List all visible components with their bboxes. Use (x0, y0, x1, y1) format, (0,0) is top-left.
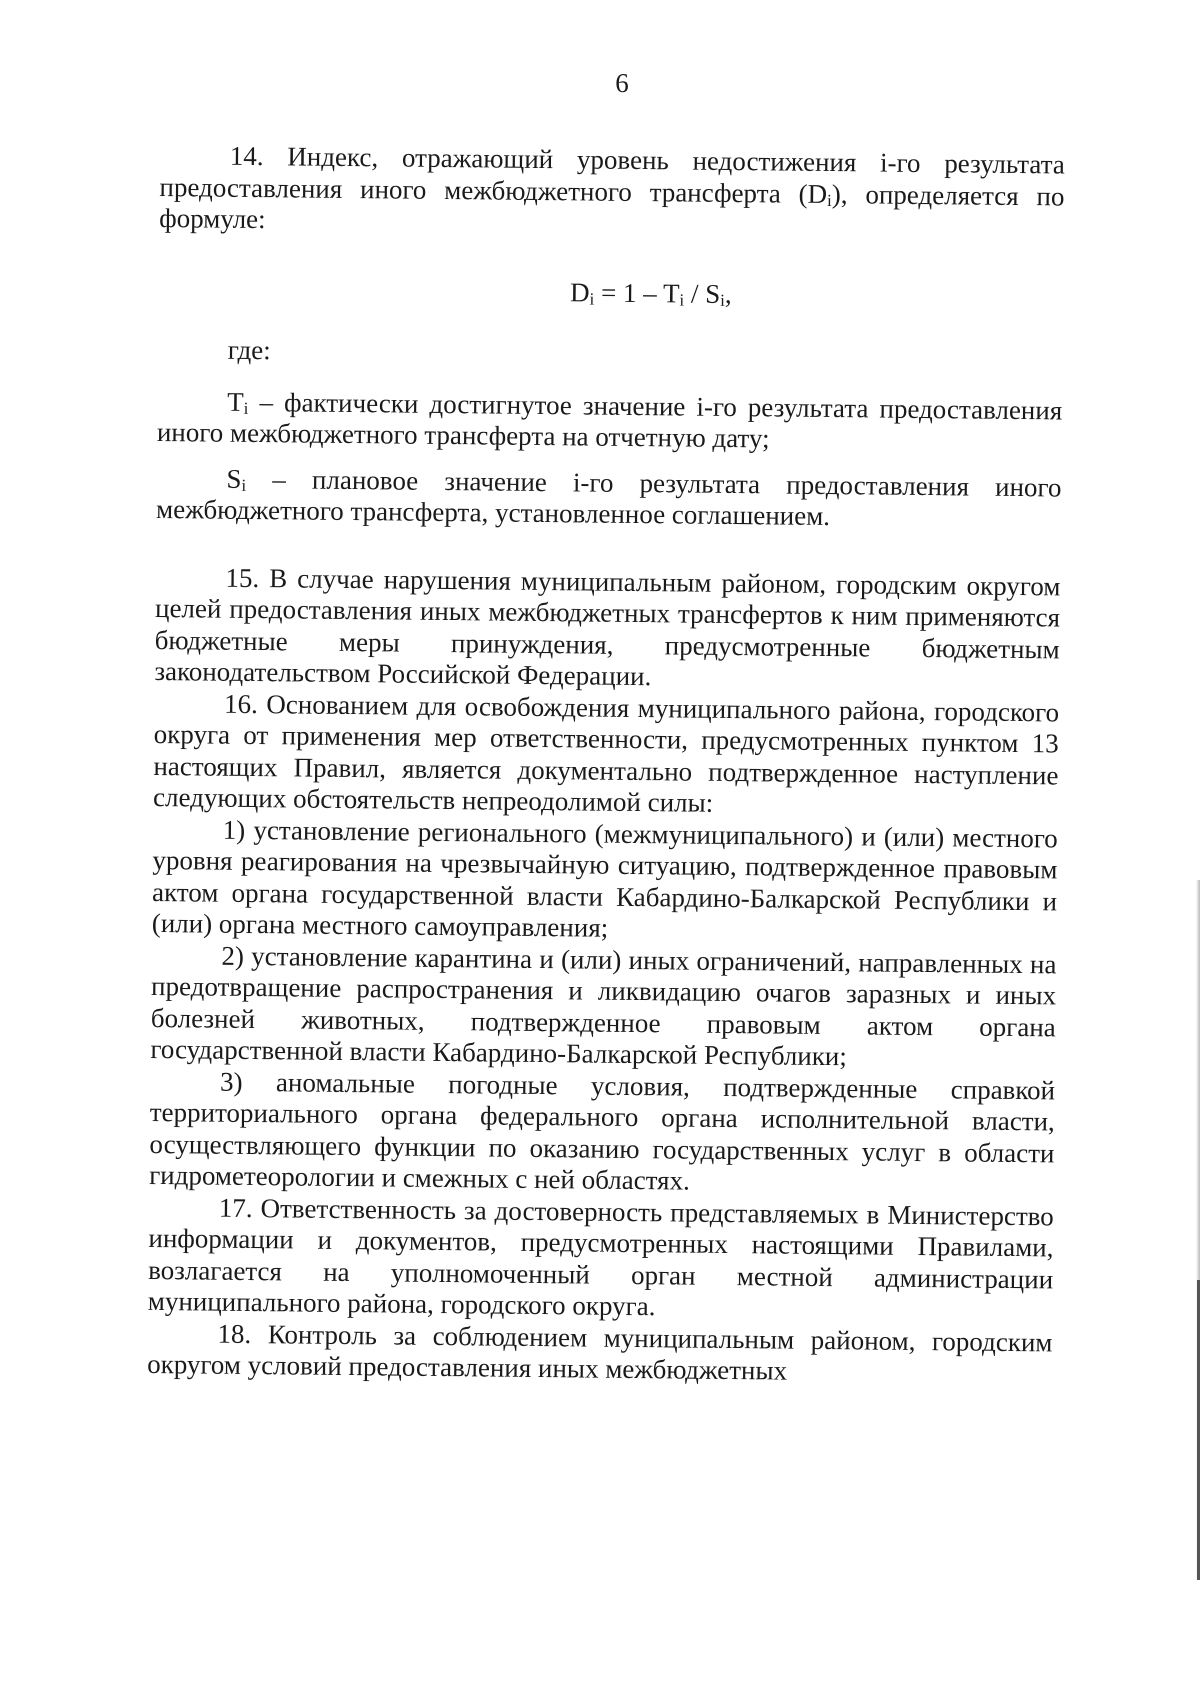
formula (238, 273, 1063, 313)
where-label: где: (227, 334, 271, 366)
paragraph-16-item-3: 3) аномальные погодные условия, подтвержденные справкой территориального органа федерального органа исполнительной власти, осуществляющего функции по оказанию государственных услуг в области гидрометеорологии и смежных с ней областях. (149, 1066, 1056, 1196)
document-body (147, 140, 1065, 1390)
paragraph-16-item-2: 2) установление карантина и (или) иных ограничений, направленных на предотвращение распространения и ликвидацию очагов заразных и иных болезней животных, подтвержденное правовым актом органа государственной власти Кабардино-Балкарской Республики; (150, 940, 1057, 1072)
paragraph-14-subscript: i (826, 190, 832, 210)
paragraph-16: 16. Основанием для освобождения муниципального района, городского округа от применения мер ответственности, предусмотренных пунктом 13 настоящих Правил, является документально подтвержденное наступление следующих обстоятельств непреодолимой силы: (152, 688, 1060, 818)
definition-t-text: – фактически достигнутое значение i-го результата предоставления иного межбюджетного трансферта на отчетную дату; (156, 386, 1063, 454)
definition-t-subscript: i (243, 398, 249, 418)
definition-s-text: – плановое значение i-го результата предоставления иного межбюджетного трансферта, установленное соглашением. (155, 463, 1062, 532)
paragraph-14 (159, 140, 1065, 244)
formula-slash: / S (684, 277, 721, 309)
paragraph-17: 17. Ответственность за достоверность представляемых в Министерство информации и документов, предусмотренных настоящими Правилами, возлагается на уполномоченный орган местной администрации муниципального района, городского округа. (147, 1192, 1054, 1322)
definition-s (156, 462, 1062, 534)
page-number: 6 (615, 68, 629, 98)
formula-end: , (724, 278, 732, 309)
formula-t-subscript: i (679, 289, 685, 309)
paragraph-14-text: 14. Индекс, отражающий уровень недостижения i-го результата предоставления иного межбюджетного трансферта (D (159, 140, 1065, 209)
formula-d: D (569, 276, 590, 308)
formula-s-subscript: i (720, 290, 726, 310)
formula-d-subscript: i (589, 289, 595, 309)
paragraph-15: 15. В случае нарушения муниципальным районом, городским округом целей предоставления иных межбюджетных трансфертов к ним применяются бюджетные меры принуждения, предусмотренные бюджетным законодательством Российской Федерации. (154, 562, 1061, 692)
formula-mid: = 1 – T (594, 277, 680, 308)
definition-s-subscript: i (241, 475, 247, 495)
paragraph-16-item-1: 1) установление регионального (межмуниципального) и (или) местного уровня реагирования на чрезвычайную ситуацию, подтвержденное правовым актом органа государственной власти Кабардино-Балкарской Республики и (или) органа местного самоуправления; (151, 814, 1058, 943)
definition-s-symbol: S (226, 463, 242, 494)
paragraph-18: 18. Контроль за соблюдением муниципальным районом, городским округом условий предоставления иных межбюджетных (147, 1318, 1053, 1386)
definition-t-symbol: T (227, 386, 244, 417)
paragraph-14-tail: ), определяется по формуле: (159, 178, 1065, 235)
definition-t (157, 385, 1063, 457)
